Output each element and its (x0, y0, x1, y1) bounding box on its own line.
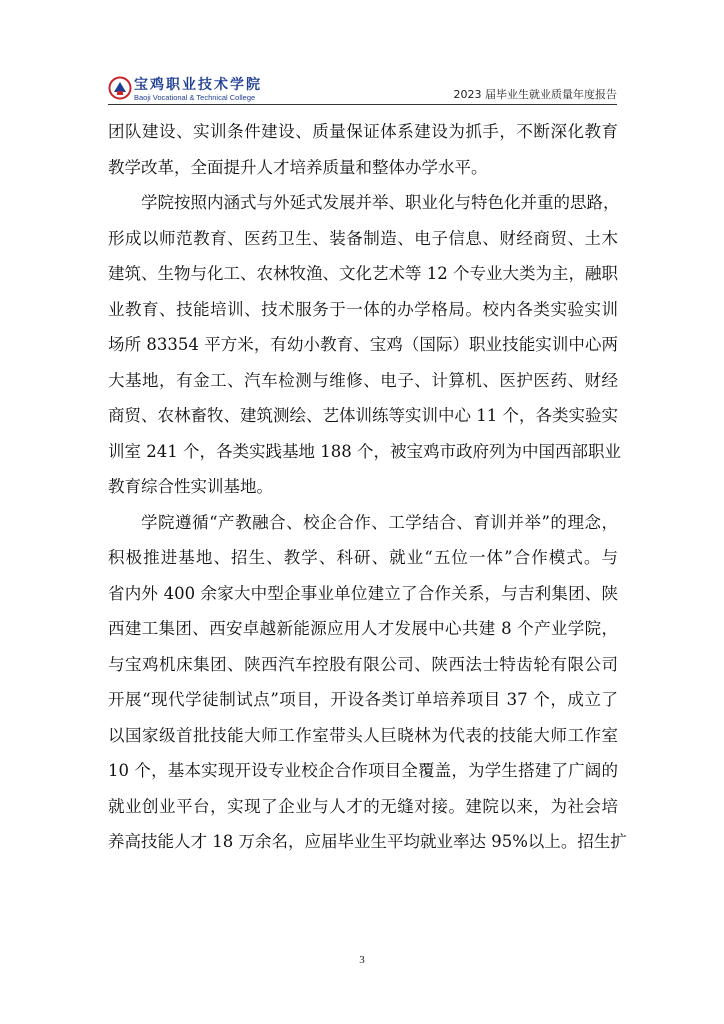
text-line: 场所 83354 平方米，有幼小教育、宝鸡（国际）职业技能实训中心两 (108, 335, 618, 354)
text-line: 学院按照内涵式与外延式发展并举、职业化与特色化并重的思路， (141, 193, 620, 212)
text-line: 省内外 400 余家大中型企事业单位建立了合作关系，与吉利集团、陕 (108, 583, 618, 603)
text-line: 与宝鸡机床集团、陕西汽车控股有限公司、陕西法士特齿轮有限公司 (108, 654, 618, 674)
page-header (108, 74, 617, 104)
paragraph-continued (108, 114, 618, 185)
text-line: 10 个，基本实现开设专业校企合作项目全覆盖，为学生搭建了广阔的 (108, 761, 618, 780)
text-line: 大基地，有金工、汽车检测与维修、电子、计算机、医护医药、财经 (108, 370, 618, 390)
text-line: 积极推进基地、招生、教学、科研、就业“五位一体”合作模式。与 (108, 548, 618, 567)
text-line: 教育综合性实训基地。 (108, 477, 273, 496)
text-line: 建筑、生物与化工、农林牧渔、文化艺术等 12 个专业大类为主，融职 (108, 264, 618, 283)
header-divider (108, 104, 617, 105)
text-line: 开展“现代学徒制试点”项目，开设各类订单培养项目 37 个，成立了 (108, 690, 618, 709)
text-line: 业教育、技能培训、技术服务于一体的办学格局。校内各类实验实训 (108, 299, 618, 319)
document-body (108, 114, 627, 860)
paragraph-college-overview (108, 185, 621, 505)
text-line: 形成以师范教育、医药卫生、装备制造、电子信息、财经商贸、土木 (108, 228, 618, 248)
report-title: 2023 届毕业生就业质量年度报告 (453, 88, 617, 101)
logo-chinese-name: 宝鸡职业技术学院 (134, 77, 262, 93)
text-line: 以国家级首批技能大师工作室带头人巨晓林为代表的技能大师工作室 (108, 725, 618, 745)
text-line: 教学改革，全面提升人才培养质量和整体办学水平。 (108, 157, 488, 177)
page-number: 3 (359, 954, 365, 966)
text-line: 就业创业平台，实现了企业与人才的无缝对接。建院以来，为社会培 (108, 796, 618, 816)
text-line: 训室 241 个，各类实践基地 188 个，被宝鸡市政府列为中国西部职业 (108, 441, 621, 461)
text-line: 养高技能人才 18 万余名，应届毕业生平均就业率达 95%以上。招生扩 (108, 832, 627, 851)
text-line: 学院遵循“产教融合、校企合作、工学结合、育训并举”的理念， (141, 512, 618, 532)
text-line: 西建工集团、西安卓越新能源应用人才发展中心共建 8 个产业学院， (108, 619, 618, 638)
logo-english-name: Baoji Vocational & Technical College (134, 93, 256, 102)
college-emblem-icon (108, 76, 132, 100)
college-logo (108, 76, 278, 104)
text-line: 商贸、农林畜牧、建筑测绘、艺体训练等实训中心 11 个，各类实验实 (108, 406, 618, 425)
text-line: 团队建设、实训条件建设、质量保证体系建设为抓手，不断深化教育 (108, 122, 618, 141)
paragraph-industry-cooperation (108, 505, 627, 860)
